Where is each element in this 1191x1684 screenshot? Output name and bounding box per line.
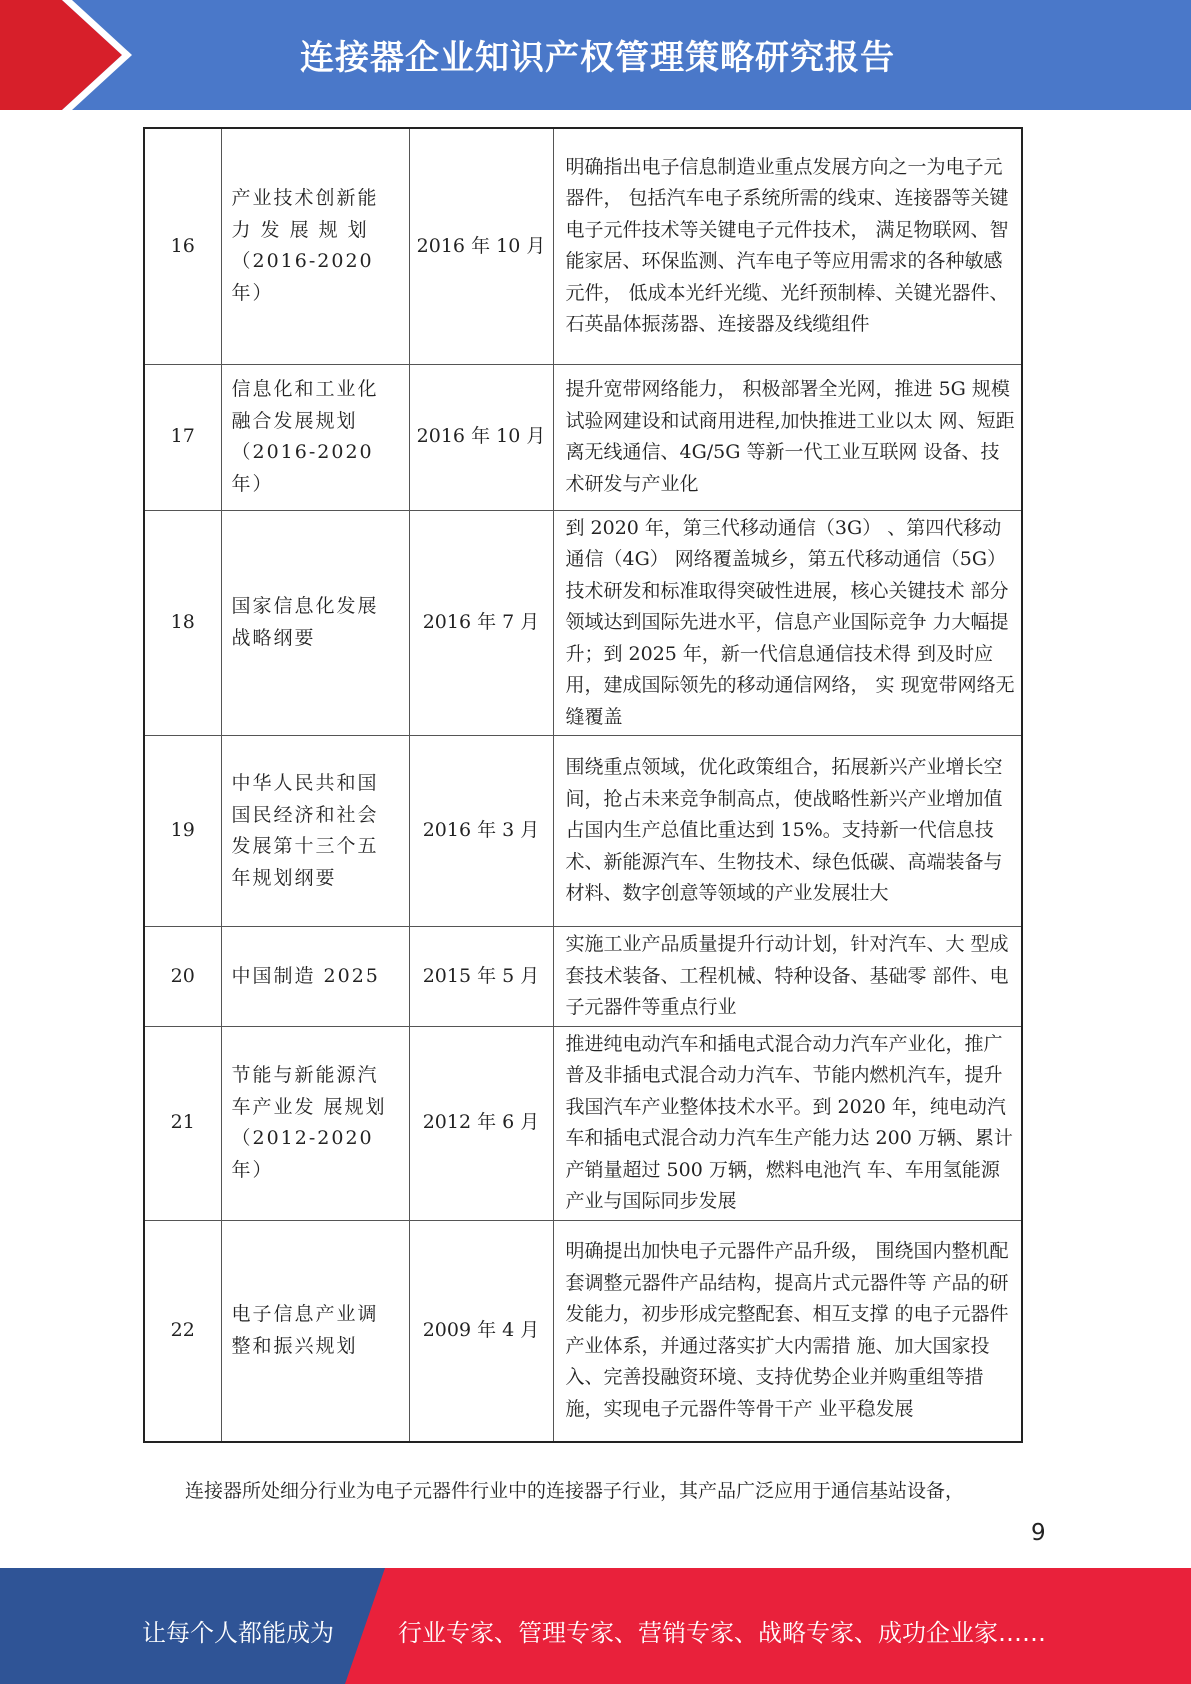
policy-name: 产业技术创新能 力 发 展 规 划 （2016-2020 年） <box>221 128 409 364</box>
policy-name: 节能与新能源汽 车产业发 展规划 （2012-2020 年） <box>221 1026 409 1220</box>
policy-name: 中国制造 2025 <box>221 927 409 1027</box>
table-row <box>144 927 1022 1027</box>
table-row <box>144 1220 1022 1442</box>
policy-table <box>143 127 1021 1443</box>
document-title: 连接器企业知识产权管理策略研究报告 <box>300 38 895 78</box>
table-row <box>144 128 1022 364</box>
footer-slogan-left: 让每个人都能成为 <box>142 1619 334 1647</box>
policy-description: 推进纯电动汽车和插电式混合动力汽车产业化，推广普及非插电式混合动力汽车、节能内燃机汽车，提升我国汽车产业整体技术水平。到 2020 年，纯电动汽车和插电式混合动力汽车生产能力达 200 万辆、累计产销量超过 500 万辆，燃料电池汽 车、车用氢能源产业与国际同步发展 <box>553 1026 1022 1220</box>
policy-name: 信息化和工业化 融合发展规划 （2016-2020 年） <box>221 364 409 510</box>
policy-date: 2016 年 10 月 <box>409 364 553 510</box>
policy-description: 明确提出加快电子元器件产品升级， 围绕国内整机配套调整元器件产品结构，提高片式元器件等 产品的研发能力，初步形成完整配套、相互支撑 的电子元器件产业体系，并通过落实扩大内需措 施、加大国家投入、完善投融资环境、支持优势企业并购重组等措施，实现电子元器件等骨干产 业平稳发展 <box>553 1220 1022 1442</box>
page-header <box>0 0 1191 110</box>
policy-date: 2016 年 7 月 <box>409 510 553 736</box>
row-number: 17 <box>144 364 221 510</box>
policy-date: 2012 年 6 月 <box>409 1026 553 1220</box>
table-row <box>144 1026 1022 1220</box>
policy-description: 提升宽带网络能力， 积极部署全光网，推进 5G 规模试验网建设和试商用进程,加快推进工业以太 网、短距离无线通信、4G/5G 等新一代工业互联网 设备、技术研发与产业化 <box>553 364 1022 510</box>
policy-date: 2016 年 10 月 <box>409 128 553 364</box>
row-number: 22 <box>144 1220 221 1442</box>
policy-name: 中华人民共和国 国民经济和社会 发展第十三个五 年规划纲要 <box>221 736 409 927</box>
policy-description: 实施工业产品质量提升行动计划，针对汽车、大 型成套技术装备、工程机械、特种设备、基础零 部件、电子元器件等重点行业 <box>553 927 1022 1027</box>
table-row <box>144 736 1022 927</box>
policy-date: 2015 年 5 月 <box>409 927 553 1027</box>
row-number: 18 <box>144 510 221 736</box>
table-row <box>144 364 1022 510</box>
policy-name: 电子信息产业调 整和振兴规划 <box>221 1220 409 1442</box>
table-row <box>144 510 1022 736</box>
footer-slogan-right: 行业专家、管理专家、营销专家、战略专家、成功企业家…… <box>398 1619 1046 1647</box>
policy-date: 2016 年 3 月 <box>409 736 553 927</box>
page-number: 9 <box>1031 1520 1046 1546</box>
body-paragraph: 连接器所处细分行业为电子元器件行业中的连接器子行业，其产品广泛应用于通信基站设备， <box>185 1480 965 1502</box>
row-number: 19 <box>144 736 221 927</box>
policy-name: 国家信息化发展 战略纲要 <box>221 510 409 736</box>
header-arrow-decoration <box>0 0 150 110</box>
policy-description: 明确指出电子信息制造业重点发展方向之一为电子元器件， 包括汽车电子系统所需的线束、连接器等关键电子元件技术等关键电子元件技术， 满足物联网、智能家居、环保监测、汽车电子等应用需求的各种敏感元件， 低成本光纤光缆、光纤预制棒、关键光器件、石英晶体振荡器、连接器及线缆组件 <box>553 128 1022 364</box>
policy-description: 到 2020 年，第三代移动通信（3G） 、第四代移动 通信（4G） 网络覆盖城乡，第五代移动通信（5G） 技术研发和标准取得突破性进展，核心关键技术 部分领域达到国际先进水平，信息产业国际竞争 力大幅提升；到 2025 年，新一代信息通信技术得 到及时应用，建成国际领先的移动通信网络， 实 现宽带网络无缝覆盖 <box>553 510 1022 736</box>
row-number: 20 <box>144 927 221 1027</box>
row-number: 16 <box>144 128 221 364</box>
row-number: 21 <box>144 1026 221 1220</box>
policy-description: 围绕重点领域，优化政策组合，拓展新兴产业增长空间，抢占未来竞争制高点，使战略性新兴产业增加值占国内生产总值比重达到 15%。支持新一代信息技术、新能源汽车、生物技术、绿色低碳、高端装备与材料、数字创意等领域的产业发展壮大 <box>553 736 1022 927</box>
policy-date: 2009 年 4 月 <box>409 1220 553 1442</box>
